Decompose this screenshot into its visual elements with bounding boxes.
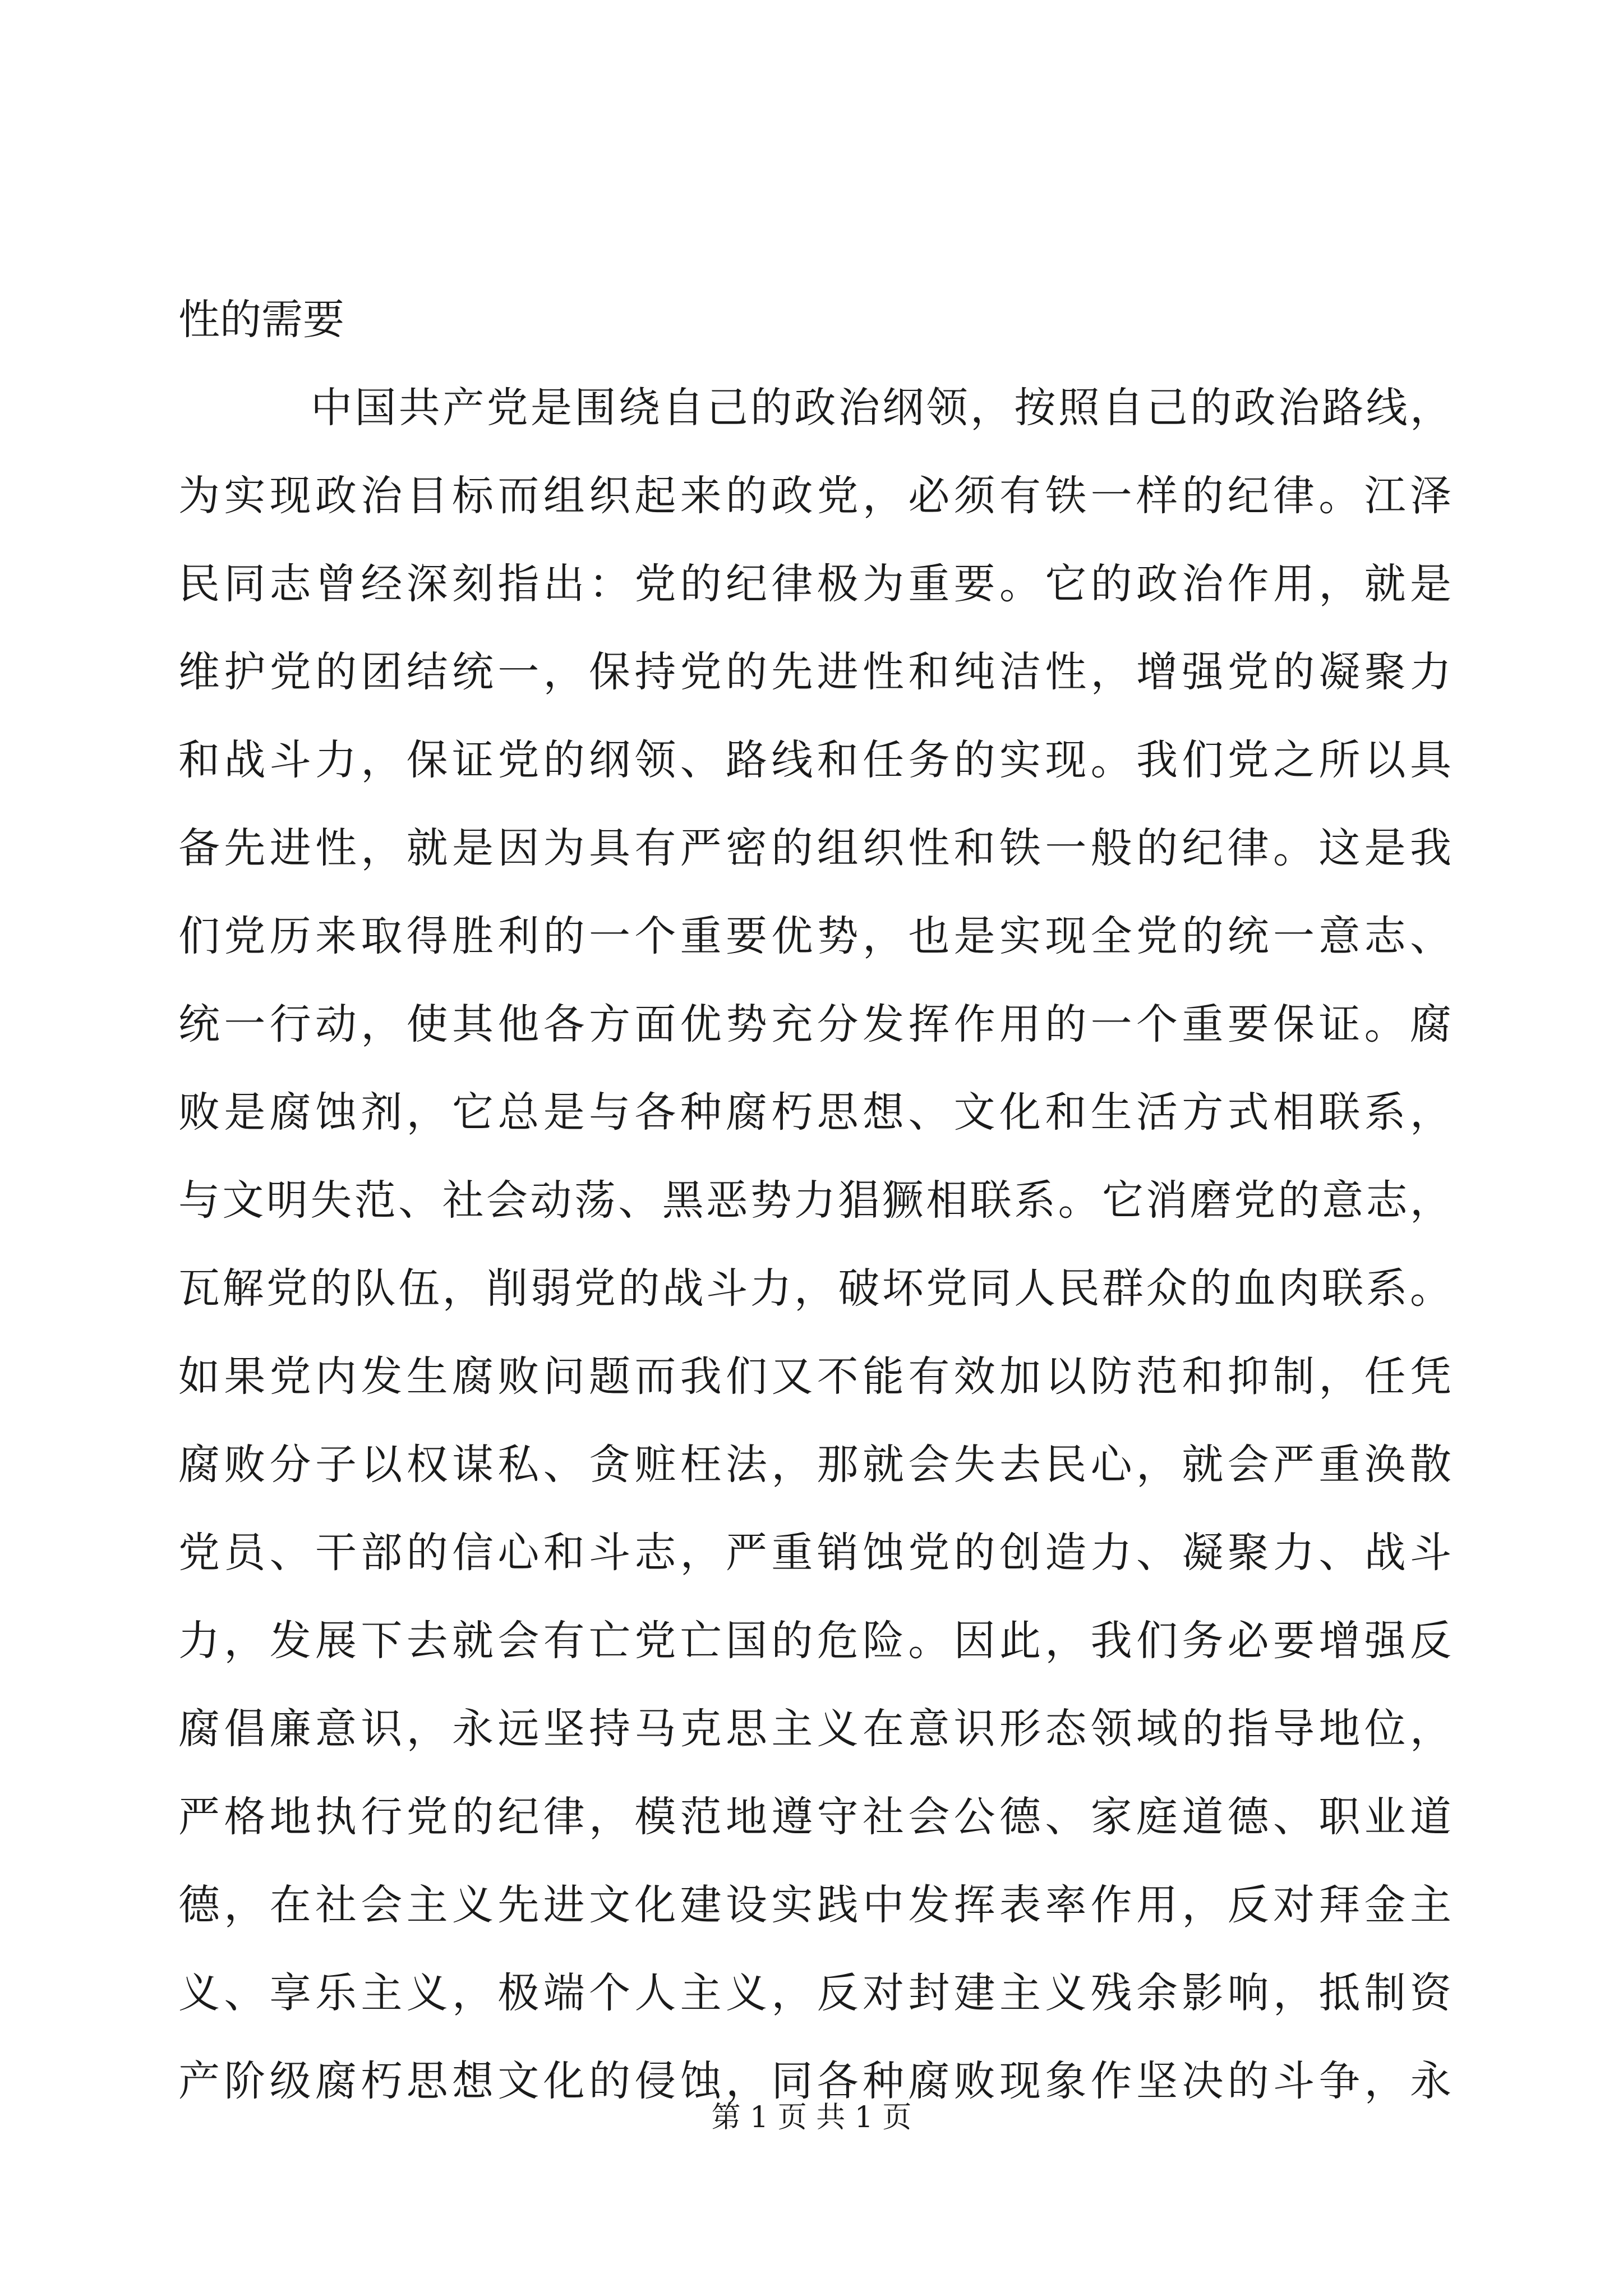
text-line: 与文明失范、社会动荡、黑恶势力猖獗相联系。它消磨党的意志， [178, 1176, 1451, 1225]
text-line: 党员、干部的信心和斗志，严重销蚀党的创造力、凝聚力、战斗 [178, 1529, 1451, 1577]
text-line: 维护党的团结统一，保持党的先进性和纯洁性，增强党的凝聚力 [178, 648, 1451, 696]
text-line: 腐倡廉意识，永远坚持马克思主义在意识形态领域的指导地位， [178, 1705, 1451, 1753]
text-line: 性的需要 [178, 296, 344, 344]
text-line: 败是腐蚀剂，它总是与各种腐朽思想、文化和生活方式相联系， [178, 1088, 1451, 1137]
text-line: 力，发展下去就会有亡党亡国的危险。因此，我们务必要增强反 [178, 1617, 1451, 1665]
document-body [178, 292, 1451, 2141]
text-line: 德，在社会主义先进文化建设实践中发挥表率作用，反对拜金主 [178, 1881, 1451, 1929]
text-line: 民同志曾经深刻指出：党的纪律极为重要。它的政治作用，就是 [178, 560, 1451, 608]
text-line: 统一行动，使其他各方面优势充分发挥作用的一个重要保证。腐 [178, 1000, 1451, 1048]
text-line: 严格地执行党的纪律，模范地遵守社会公德、家庭道德、职业道 [178, 1793, 1451, 1841]
text-line: 瓦解党的队伍，削弱党的战斗力，破坏党同人民群众的血肉联系。 [178, 1264, 1451, 1313]
text-line: 义、享乐主义，极端个人主义，反对封建主义残余影响，抵制资 [178, 1969, 1451, 2017]
text-line: 产阶级腐朽思想文化的侵蚀，同各种腐败现象作坚决的斗争，永 [178, 2057, 1451, 2105]
text-line: 腐败分子以权谋私、贪赃枉法，那就会失去民心，就会严重涣散 [178, 1441, 1451, 1489]
page-footer [0, 2098, 1623, 2137]
text-line: 如果党内发生腐败问题而我们又不能有效加以防范和抑制，任凭 [178, 1352, 1451, 1401]
text-line: 备先进性，就是因为具有严密的组织性和铁一般的纪律。这是我 [178, 824, 1451, 872]
text-line: 们党历来取得胜利的一个重要优势，也是实现全党的统一意志、 [178, 912, 1451, 960]
text-line: 和战斗力，保证党的纲领、路线和任务的实现。我们党之所以具 [178, 736, 1451, 784]
paragraph-first-line: 中国共产党是围绕自己的政治纲领，按照自己的政治路线， [311, 384, 1451, 432]
text-line: 为实现政治目标而组织起来的政党，必须有铁一样的纪律。江泽 [178, 472, 1451, 520]
page-number-label: 第 1 页 共 1 页 [711, 2101, 912, 2134]
